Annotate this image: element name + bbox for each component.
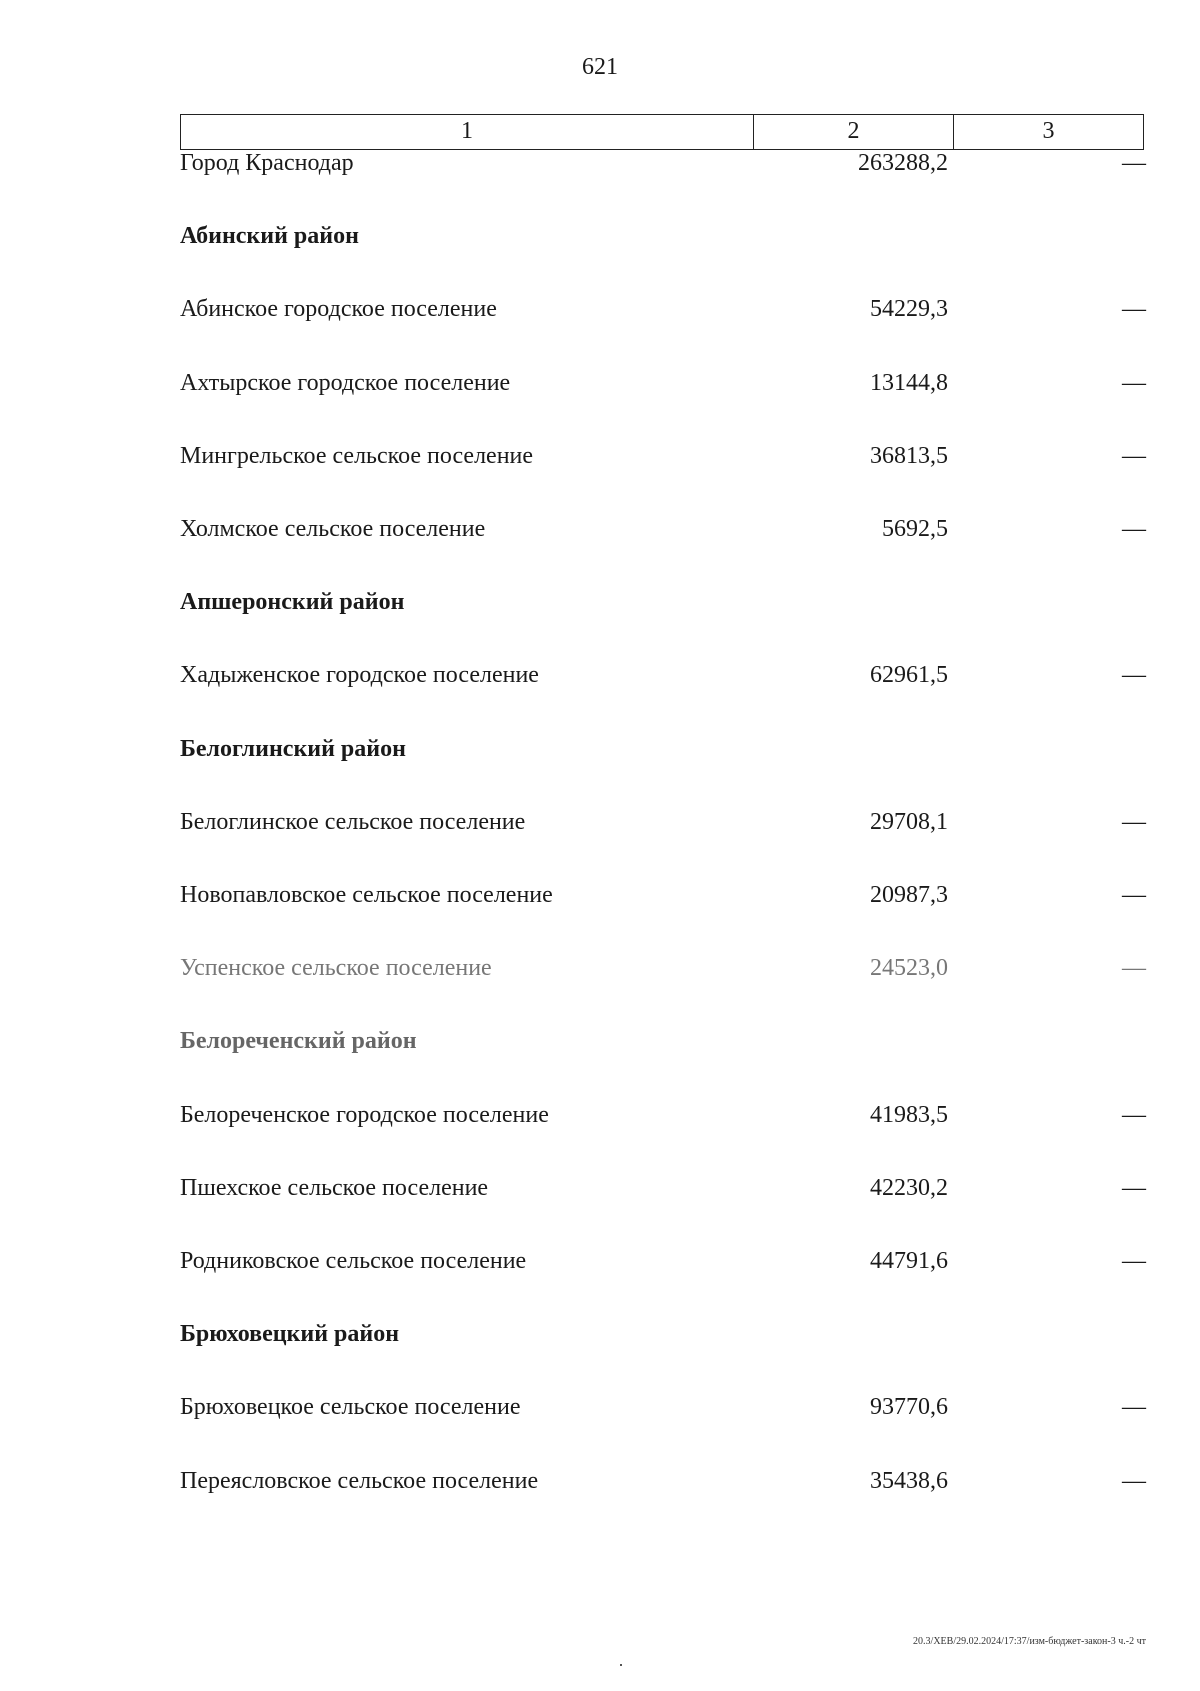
settlement-name: Новопавловское сельское поселение <box>180 882 553 908</box>
table-row <box>180 805 1144 839</box>
col3-dash: — <box>1122 882 1144 908</box>
col3-dash: — <box>1122 1248 1144 1274</box>
col3-dash: — <box>1122 1174 1144 1201</box>
district-heading-row <box>180 219 1144 253</box>
col3-dash: — <box>1122 516 1144 542</box>
page-number: 621 <box>582 54 618 80</box>
col3-dash: — <box>1122 150 1144 176</box>
col3-dash: — <box>1122 1467 1144 1494</box>
col3-dash: — <box>1122 296 1144 323</box>
amount-value: 263288,2 <box>858 150 948 176</box>
amount-value: 29708,1 <box>870 808 948 835</box>
district-name: Апшеронский район <box>180 589 405 616</box>
amount-value: 24523,0 <box>870 955 948 982</box>
amount-value: 13144,8 <box>870 369 948 396</box>
settlement-name: Мингрельское сельское поселение <box>180 442 534 469</box>
scan-artifact <box>620 1664 622 1666</box>
district-name: Белореченский район <box>180 1028 417 1055</box>
settlement-name: Белореченское городское поселение <box>180 1101 549 1128</box>
settlement-name: Абинское городское поселение <box>180 296 497 323</box>
table-row <box>180 1390 1144 1424</box>
table-row <box>180 292 1144 326</box>
settlement-name: Родниковское сельское поселение <box>180 1248 527 1274</box>
settlement-name: Успенское сельское поселение <box>180 955 492 982</box>
settlement-name: Белоглинское сельское поселение <box>180 808 526 835</box>
table-header <box>180 114 1144 150</box>
footer-note: 20.3/ХЕВ/29.02.2024/17:37/изм-бюджет-закон-3 ч.-2 чт <box>913 1636 1146 1647</box>
amount-value: 41983,5 <box>870 1101 948 1128</box>
district-name: Брюховецкий район <box>180 1321 400 1348</box>
amount-value: 93770,6 <box>870 1394 948 1421</box>
district-heading-row <box>180 1024 1144 1058</box>
table-row <box>180 1464 1144 1498</box>
col3-dash: — <box>1122 369 1144 396</box>
amount-value: 42230,2 <box>870 1174 948 1201</box>
table-row <box>180 1244 1144 1278</box>
header-col-1: 1 <box>181 115 754 149</box>
col3-dash: — <box>1122 1394 1144 1421</box>
settlement-name: Холмское сельское поселение <box>180 516 486 542</box>
district-heading-row <box>180 585 1144 619</box>
table-row <box>180 146 1144 180</box>
col3-dash: — <box>1122 662 1144 689</box>
table-row <box>180 951 1144 985</box>
district-heading-row <box>180 1317 1144 1351</box>
table-row <box>180 512 1144 546</box>
settlement-name: Ахтырское городское поселение <box>180 369 511 396</box>
settlement-name: Хадыженское городское поселение <box>180 662 539 689</box>
amount-value: 35438,6 <box>870 1467 948 1494</box>
amount-value: 62961,5 <box>870 662 948 689</box>
amount-value: 44791,6 <box>870 1248 948 1274</box>
table-row <box>180 439 1144 473</box>
col3-dash: — <box>1122 955 1144 982</box>
amount-value: 5692,5 <box>882 516 948 542</box>
amount-value: 54229,3 <box>870 296 948 323</box>
settlement-name: Пшехское сельское поселение <box>180 1174 489 1201</box>
district-name: Абинский район <box>180 223 359 250</box>
header-col-2: 2 <box>754 115 954 149</box>
settlement-name: Брюховецкое сельское поселение <box>180 1394 521 1421</box>
table-row <box>180 366 1144 400</box>
amount-value: 20987,3 <box>870 882 948 908</box>
amount-value: 36813,5 <box>870 442 948 469</box>
header-col-3: 3 <box>1042 118 1055 144</box>
settlement-name: Переясловское сельское поселение <box>180 1467 539 1494</box>
table-row <box>180 1098 1144 1132</box>
col3-dash: — <box>1122 442 1144 469</box>
table-row <box>180 1171 1144 1205</box>
col3-dash: — <box>1122 808 1144 835</box>
district-heading-row <box>180 732 1144 766</box>
table-row <box>180 878 1144 912</box>
district-name: Белоглинский район <box>180 735 406 762</box>
table-row <box>180 658 1144 692</box>
settlement-name: Город Краснодар <box>180 150 354 176</box>
col3-dash: — <box>1122 1101 1144 1128</box>
